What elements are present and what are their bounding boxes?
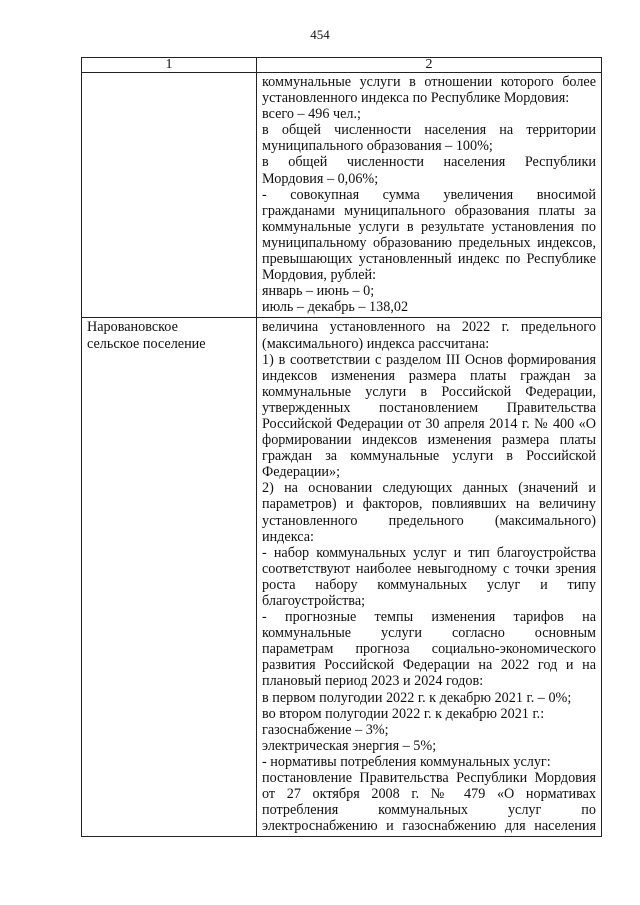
- text-line: электрическая энергия – 5%;: [262, 737, 437, 754]
- text-line: формировании индексов изменения размера платы: [262, 432, 596, 449]
- text-line: - совокупная сумма увеличения вносимой: [262, 186, 596, 203]
- text-line: электроснабжению и газоснабжению для населения: [262, 818, 596, 835]
- column-header-1: 1: [82, 58, 257, 73]
- text-line: роста набору коммунальных услуг и типу: [262, 576, 596, 593]
- text-line: всего – 496 чел.;: [262, 106, 361, 123]
- text-line: во втором полугодии 2022 г. к декабрю 2021 г.:: [262, 705, 545, 722]
- text-line: соответствуют наиболее невыгодному с точки зрения: [262, 560, 596, 577]
- text-line: в общей численности населения Республики: [262, 154, 596, 171]
- text-line: 2) на основании следующих данных (значений и: [262, 480, 596, 497]
- text-line: величина установленного на 2022 г. предельного: [262, 319, 596, 336]
- text-line: потребления коммунальных услуг по: [262, 802, 596, 819]
- description-text: [262, 74, 596, 315]
- text-line: превышающих установленный индекс по Республике: [262, 251, 596, 268]
- text-line: параметрам прогноза социально-экономического: [262, 641, 596, 658]
- text-line: муниципального образования – 100%;: [262, 138, 493, 155]
- page-number: 454: [310, 27, 330, 42]
- text-line: январь – июнь – 0;: [262, 283, 375, 300]
- description-text: [262, 319, 596, 834]
- text-line: 1) в соответствии с разделом III Основ формирования: [262, 351, 596, 368]
- table-row: [82, 318, 602, 837]
- text-line: установленного индекса по Республике Мордовия:: [262, 90, 570, 107]
- settlement-name-cell: [82, 318, 257, 837]
- table-row: [82, 73, 602, 318]
- text-line: июль – декабрь – 138,02: [262, 299, 409, 316]
- text-line: утвержденных постановлением Правительства: [262, 399, 596, 416]
- text-line: - набор коммунальных услуг и тип благоустройства: [262, 544, 596, 561]
- settlement-name-line: сельское поселение: [87, 335, 206, 352]
- text-line: от 27 октября 2008 г. № 479 «О нормативах: [262, 786, 596, 803]
- settlement-name-line: Наровановское: [87, 319, 178, 336]
- text-line: - прогнозные темпы изменения тарифов на: [262, 609, 596, 626]
- description-cell: [257, 73, 602, 318]
- text-line: постановление Правительства Республики Мордовия: [262, 770, 596, 787]
- document-table: [81, 57, 602, 837]
- text-line: коммунальные услуги в результате установления по: [262, 218, 596, 235]
- text-line: плановый период 2023 и 2024 годов:: [262, 673, 484, 690]
- text-line: граждан за коммунальные услуги в Российской: [262, 448, 596, 465]
- description-cell: [257, 318, 602, 837]
- text-line: Мордовия – 0,06%;: [262, 170, 379, 187]
- text-line: коммунальные услуги согласно основным: [262, 625, 596, 642]
- text-line: индексов изменения размера платы граждан за: [262, 367, 596, 384]
- text-line: коммунальные услуги в Российской Федерации,: [262, 383, 596, 400]
- text-line: параметров) и факторов, повлиявших на величину: [262, 496, 596, 513]
- settlement-cell-empty: [82, 73, 257, 318]
- text-line: - нормативы потребления коммунальных услуг:: [262, 753, 551, 770]
- text-line: благоустройства;: [262, 593, 366, 609]
- text-line: гражданами муниципального образования платы за: [262, 202, 596, 219]
- text-line: Мордовия, рублей:: [262, 267, 377, 284]
- text-line: развития Российской Федерации на 2022 год и на: [262, 657, 596, 674]
- text-line: индекса:: [262, 528, 314, 545]
- table-header-row: [82, 58, 602, 73]
- text-line: в первом полугодии 2022 г. к декабрю 2021 г. – 0%;: [262, 689, 572, 706]
- text-line: газоснабжение – 3%;: [262, 721, 389, 738]
- text-line: в общей численности населения на территории: [262, 122, 596, 139]
- text-line: Российской Федерации от 30 апреля 2014 г. № 400 «О: [262, 415, 596, 432]
- text-line: муниципальному образованию предельных индексов,: [262, 234, 596, 251]
- text-line: (максимального) индекса рассчитана:: [262, 335, 490, 352]
- column-header-2: 2: [257, 58, 602, 73]
- text-line: коммунальные услуги в отношении которого более: [262, 74, 596, 90]
- text-line: Федерации»;: [262, 464, 341, 481]
- text-line: установленного предельного (максимального): [262, 512, 596, 529]
